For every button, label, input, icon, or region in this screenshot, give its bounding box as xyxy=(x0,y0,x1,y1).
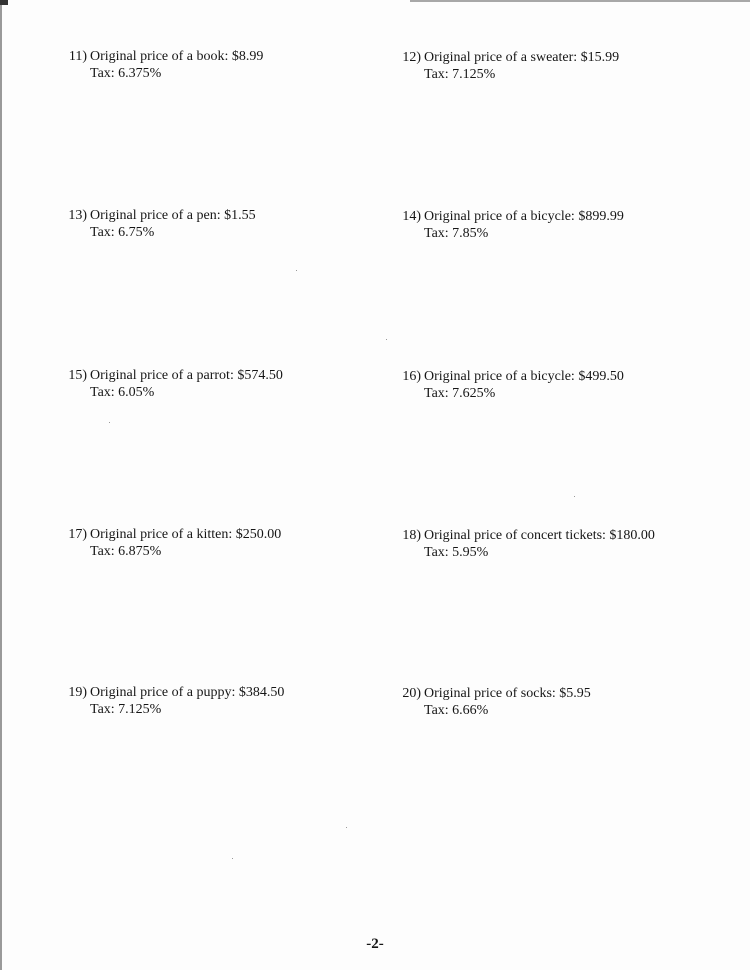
scan-edge xyxy=(0,0,2,970)
problem-item-price: Original price of a pen: $1.55 xyxy=(90,208,256,223)
problem-tax: Tax: 5.95% xyxy=(424,545,489,560)
problem-item-price: Original price of a kitten: $250.00 xyxy=(90,527,282,542)
problem-item-price: Original price of a sweater: $15.99 xyxy=(424,50,620,65)
problem-item-price: Original price of socks: $5.95 xyxy=(424,686,591,701)
problem-number: 12) xyxy=(402,50,421,65)
problem-item-price: Original price of a puppy: $384.50 xyxy=(90,685,285,700)
problem-item-price: Original price of concert tickets: $180.00 xyxy=(424,528,655,543)
problem-number: 18) xyxy=(402,528,421,543)
problem-tax: Tax: 6.875% xyxy=(90,544,162,559)
scan-speck xyxy=(574,496,575,497)
problem-tax: Tax: 7.125% xyxy=(90,702,162,717)
problem-number: 16) xyxy=(402,369,421,384)
problem-number: 20) xyxy=(402,686,421,701)
problem-tax: Tax: 7.625% xyxy=(424,386,496,401)
problem-number: 11) xyxy=(68,49,87,64)
page-number: -2- xyxy=(366,936,384,952)
problem-number: 17) xyxy=(68,527,87,542)
scan-speck xyxy=(296,270,297,271)
problem-item-price: Original price of a bicycle: $499.50 xyxy=(424,369,624,384)
problem-number: 15) xyxy=(68,368,87,383)
problem-number: 14) xyxy=(402,209,421,224)
scan-edge-top xyxy=(410,0,750,2)
scan-speck xyxy=(346,827,347,828)
problem-number: 13) xyxy=(68,208,87,223)
scan-speck xyxy=(109,422,110,423)
problem-tax: Tax: 7.85% xyxy=(424,226,489,241)
problem-tax: Tax: 6.05% xyxy=(90,385,155,400)
scan-corner-mark xyxy=(0,0,8,5)
problem-tax: Tax: 6.375% xyxy=(90,66,162,81)
problem-tax: Tax: 6.75% xyxy=(90,225,155,240)
problem-number: 19) xyxy=(68,685,87,700)
problem-item-price: Original price of a parrot: $574.50 xyxy=(90,368,283,383)
problem-item-price: Original price of a book: $8.99 xyxy=(90,49,264,64)
scan-speck xyxy=(386,339,387,340)
scan-speck xyxy=(232,858,233,859)
problem-tax: Tax: 6.66% xyxy=(424,703,489,718)
problem-tax: Tax: 7.125% xyxy=(424,67,496,82)
problem-item-price: Original price of a bicycle: $899.99 xyxy=(424,209,624,224)
